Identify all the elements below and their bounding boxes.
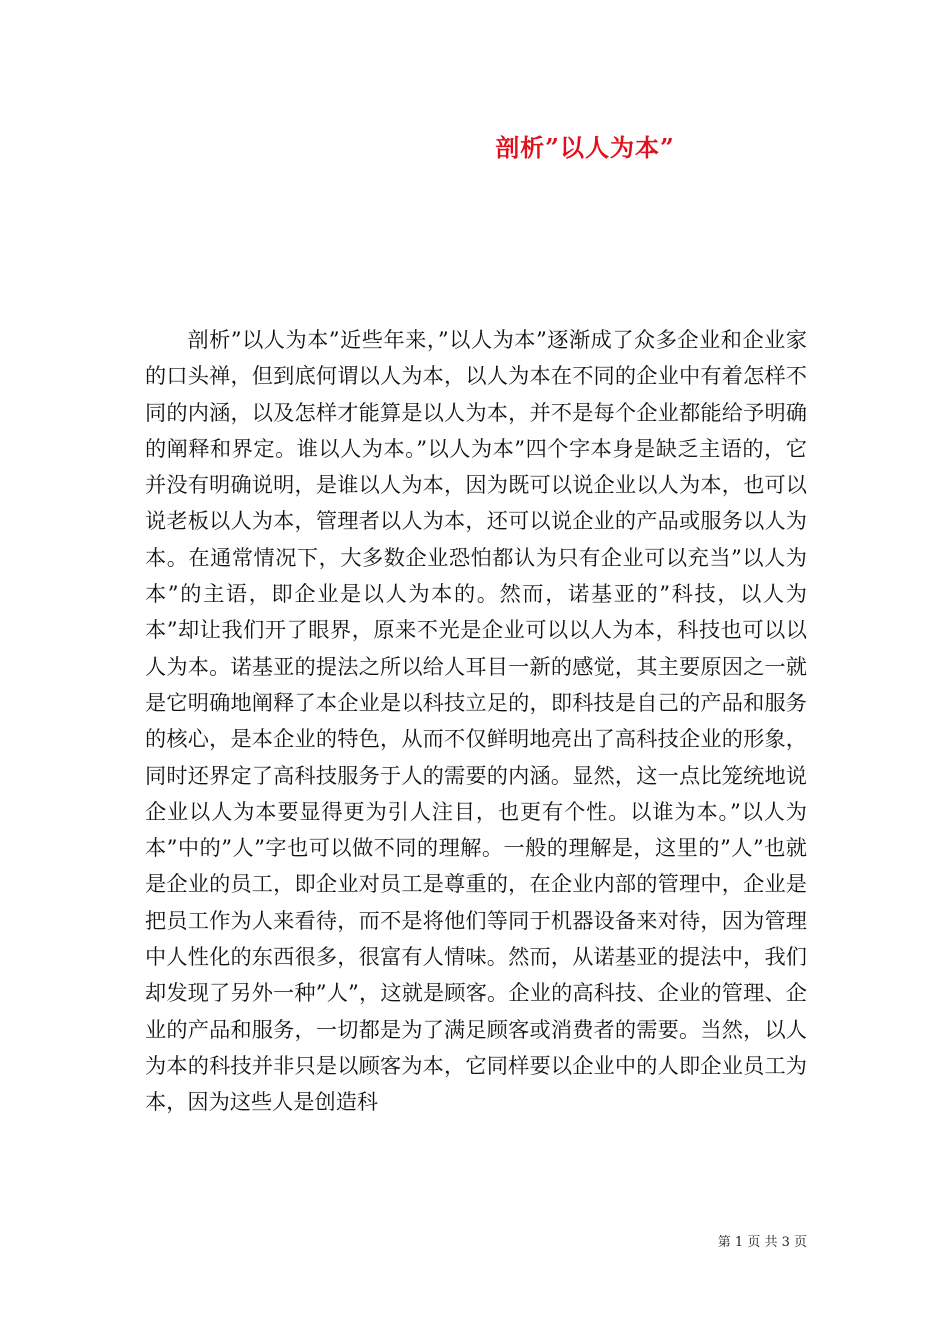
page-number-footer: 第 1 页 共 3 页 bbox=[717, 1235, 807, 1250]
body-paragraph: 剖析”以人为本”近些年来，”以人为本”逐渐成了众多企业和企业家的口头禅，但到底何谓以人为本，以人为本在不同的企业中有着怎样不同的内涵，以及怎样才能算是以人为本，并不是每个企业都能给予明确的阐释和界定。谁以人为本。”以人为本”四个字本身是缺乏主语的，它并没有明确说明，是谁以人为本，因为既可以说企业以人为本，也可以说老板以人为本，管理者以人为本，还可以说企业的产品或服务以人为本。在通常情况下，大多数企业恐怕都认为只有企业可以充当”以人为本”的主语，即企业是以人为本的。然而，诺基亚的”科技，以人为本”却让我们开了眼界，原来不光是企业可以以人为本，科技也可以以人为本。诺基亚的提法之所以给人耳目一新的感觉，其主要原因之一就是它明确地阐释了本企业是以科技立足的，即科技是自己的产品和服务的核心，是本企业的特色，从而不仅鲜明地亮出了高科技企业的形象，同时还界定了高科技服务于人的需要的内涵。显然，这一点比笼统地说企业以人为本要显得更为引人注目，也更有个性。以谁为本。”以人为本”中的”人”字也可以做不同的理解。一般的理解是，这里的”人”也就是企业的员工，即企业对员工是尊重的，在企业内部的管理中，企业是把员工作为人来看待，而不是将他们等同于机器设备来对待，因为管理中人性化的东西很多，很富有人情味。然而，从诺基亚的提法中，我们却发现了另外一种”人”，这就是顾客。企业的高科技、企业的管理、企业的产品和服务，一切都是为了满足顾客或消费者的需要。当然，以人为本的科技并非只是以顾客为本，它同样要以企业中的人即企业员工为本，因为这些人是创造科 bbox=[145, 327, 807, 1115]
page-title: 剖析”以人为本” bbox=[495, 133, 675, 162]
